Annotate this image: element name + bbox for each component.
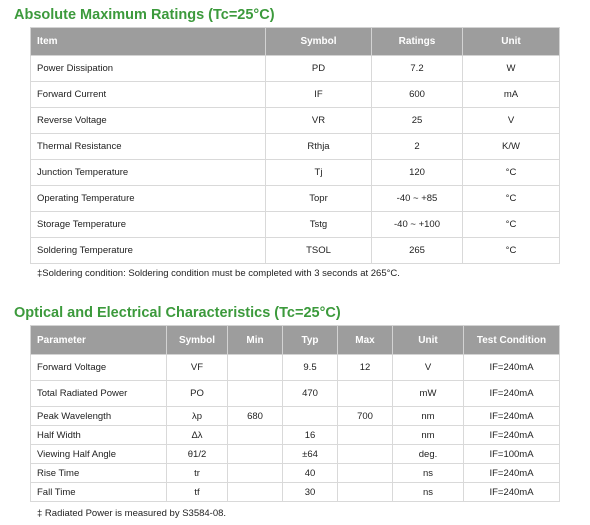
cell-symbol: Δλ: [167, 426, 228, 445]
cell-parameter: Half Width: [31, 426, 167, 445]
header-test-condition: Test Condition: [464, 326, 560, 355]
table-row: [31, 82, 560, 108]
cell-parameter: Rise Time: [31, 464, 167, 483]
cell-min: [228, 464, 283, 483]
cell-max: [338, 483, 393, 502]
header-symbol: Symbol: [167, 326, 228, 355]
cell-symbol: Tstg: [266, 212, 372, 238]
cell-unit: W: [463, 56, 560, 82]
cell-symbol: PD: [266, 56, 372, 82]
cell-rating: -40 ~ +85: [372, 186, 463, 212]
optical-electrical-table: [30, 325, 560, 502]
cell-item: Operating Temperature: [31, 186, 266, 212]
table-row: [31, 160, 560, 186]
header-symbol: Symbol: [266, 28, 372, 56]
cell-unit: mA: [463, 82, 560, 108]
cell-symbol: Rthja: [266, 134, 372, 160]
cell-unit: nm: [393, 407, 464, 426]
header-unit: Unit: [463, 28, 560, 56]
soldering-condition-note: ‡Soldering condition: Soldering condition must be completed with 3 seconds at 265°C.: [37, 268, 400, 279]
cell-max: 700: [338, 407, 393, 426]
radiated-power-note: ‡ Radiated Power is measured by S3584-08.: [37, 508, 227, 519]
cell-rating: 2: [372, 134, 463, 160]
table-row: [31, 212, 560, 238]
cell-parameter: Peak Wavelength: [31, 407, 167, 426]
table-row: [31, 445, 560, 464]
cell-min: [228, 445, 283, 464]
cell-symbol: θ1/2: [167, 445, 228, 464]
cell-item: Storage Temperature: [31, 212, 266, 238]
cell-typ: 30: [283, 483, 338, 502]
cell-unit: deg.: [393, 445, 464, 464]
cell-rating: 25: [372, 108, 463, 134]
table-row: [31, 238, 560, 264]
cell-min: [228, 426, 283, 445]
table-row: [31, 381, 560, 407]
cell-symbol: Topr: [266, 186, 372, 212]
cell-unit: mW: [393, 381, 464, 407]
cell-symbol: VR: [266, 108, 372, 134]
cell-rating: 600: [372, 82, 463, 108]
table-row: [31, 108, 560, 134]
cell-typ: 470: [283, 381, 338, 407]
header-parameter: Parameter: [31, 326, 167, 355]
cell-min: [228, 355, 283, 381]
cell-unit: nm: [393, 426, 464, 445]
table-header-row: [31, 326, 560, 355]
table-row: [31, 407, 560, 426]
cell-rating: 120: [372, 160, 463, 186]
header-min: Min: [228, 326, 283, 355]
cell-test-condition: IF=240mA: [464, 355, 560, 381]
cell-item: Forward Current: [31, 82, 266, 108]
cell-typ: ±64: [283, 445, 338, 464]
table-header-row: [31, 28, 560, 56]
cell-test-condition: IF=240mA: [464, 426, 560, 445]
cell-symbol: tr: [167, 464, 228, 483]
header-ratings: Ratings: [372, 28, 463, 56]
cell-max: [338, 381, 393, 407]
cell-item: Reverse Voltage: [31, 108, 266, 134]
cell-symbol: Tj: [266, 160, 372, 186]
cell-typ: [283, 407, 338, 426]
cell-test-condition: IF=240mA: [464, 464, 560, 483]
cell-unit: °C: [463, 160, 560, 186]
header-item: Item: [31, 28, 266, 56]
table-row: [31, 134, 560, 160]
cell-max: [338, 445, 393, 464]
cell-unit: V: [393, 355, 464, 381]
cell-unit: °C: [463, 212, 560, 238]
cell-parameter: Fall Time: [31, 483, 167, 502]
cell-symbol: PO: [167, 381, 228, 407]
cell-typ: 16: [283, 426, 338, 445]
cell-min: [228, 381, 283, 407]
cell-item: Thermal Resistance: [31, 134, 266, 160]
table-row: [31, 186, 560, 212]
cell-symbol: TSOL: [266, 238, 372, 264]
absolute-max-ratings-table: [30, 27, 560, 264]
cell-symbol: IF: [266, 82, 372, 108]
table-row: [31, 483, 560, 502]
table-row: [31, 56, 560, 82]
cell-test-condition: IF=100mA: [464, 445, 560, 464]
table-row: [31, 464, 560, 483]
cell-max: [338, 464, 393, 483]
header-unit: Unit: [393, 326, 464, 355]
header-max: Max: [338, 326, 393, 355]
cell-typ: 40: [283, 464, 338, 483]
cell-typ: 9.5: [283, 355, 338, 381]
cell-test-condition: IF=240mA: [464, 483, 560, 502]
cell-test-condition: IF=240mA: [464, 381, 560, 407]
cell-min: [228, 483, 283, 502]
cell-parameter: Viewing Half Angle: [31, 445, 167, 464]
table-row: [31, 426, 560, 445]
cell-test-condition: IF=240mA: [464, 407, 560, 426]
cell-unit: °C: [463, 238, 560, 264]
cell-unit: V: [463, 108, 560, 134]
optical-electrical-title: Optical and Electrical Characteristics (Tc=25°C): [14, 305, 341, 321]
cell-symbol: tf: [167, 483, 228, 502]
cell-unit: ns: [393, 464, 464, 483]
cell-item: Power Dissipation: [31, 56, 266, 82]
table-row: [31, 355, 560, 381]
cell-min: 680: [228, 407, 283, 426]
cell-rating: -40 ~ +100: [372, 212, 463, 238]
cell-symbol: VF: [167, 355, 228, 381]
cell-item: Soldering Temperature: [31, 238, 266, 264]
cell-symbol: λp: [167, 407, 228, 426]
cell-item: Junction Temperature: [31, 160, 266, 186]
absolute-max-ratings-title: Absolute Maximum Ratings (Tc=25°C): [14, 7, 275, 23]
cell-unit: °C: [463, 186, 560, 212]
cell-parameter: Total Radiated Power: [31, 381, 167, 407]
cell-max: 12: [338, 355, 393, 381]
cell-unit: ns: [393, 483, 464, 502]
cell-rating: 7.2: [372, 56, 463, 82]
cell-rating: 265: [372, 238, 463, 264]
cell-parameter: Forward Voltage: [31, 355, 167, 381]
header-typ: Typ: [283, 326, 338, 355]
cell-max: [338, 426, 393, 445]
cell-unit: K/W: [463, 134, 560, 160]
